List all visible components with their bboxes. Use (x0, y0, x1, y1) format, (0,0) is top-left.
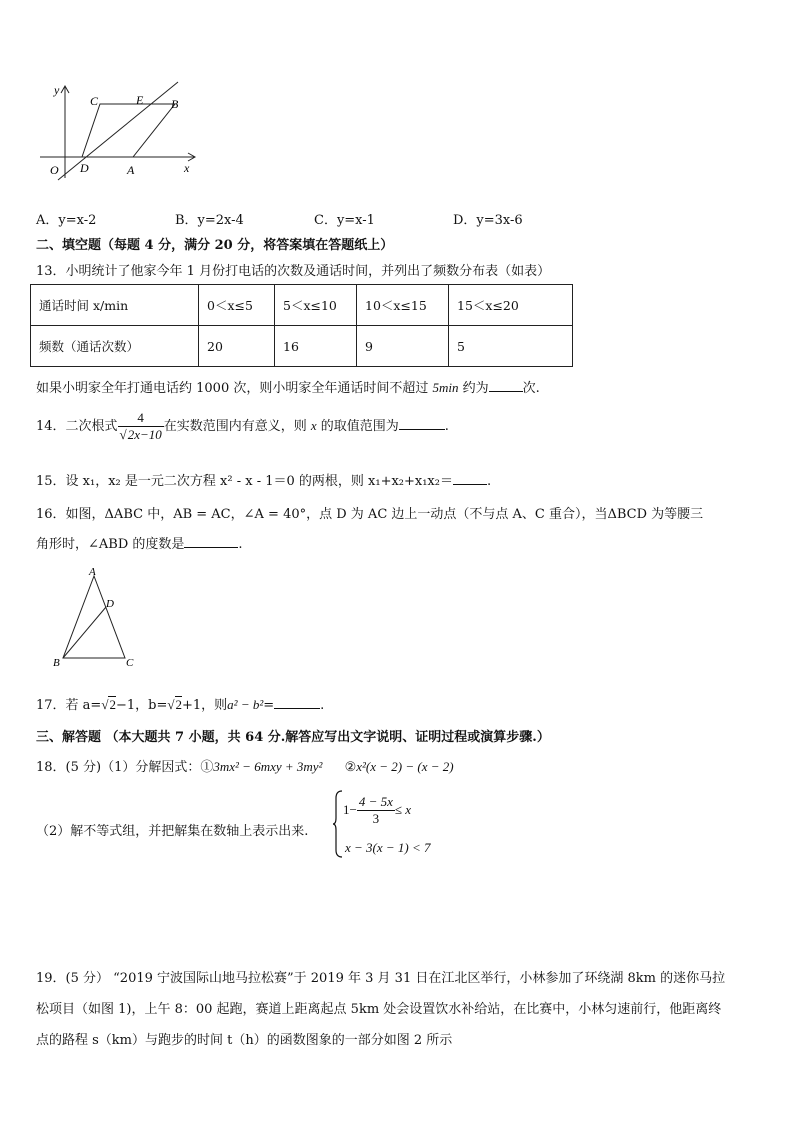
q14-pre: 14．二次根式 (36, 419, 118, 434)
section2-heading: 二、填空题（每题 4 分，满分 20 分，将答案填在答题纸上） (36, 238, 394, 253)
label-D: D (106, 598, 114, 610)
label-A: A (89, 566, 96, 578)
table-row (31, 285, 573, 326)
q12-option-d: D．y=3x-6 (453, 213, 523, 228)
table-cell: 通话时间 x/min (31, 285, 199, 326)
q13-question-pre: 如果小明家全年打通电话约 1000 次，则小明家全年通话时间不超过 (36, 381, 433, 396)
table-row (31, 326, 573, 367)
table-cell: 16 (275, 326, 357, 367)
label-D: D (80, 161, 89, 175)
q18-line1 (36, 756, 454, 775)
table-cell: 5 (449, 326, 573, 367)
q13-question-post: 约为 (458, 381, 489, 396)
ineq1-numerator: 4 − 5x (358, 794, 393, 809)
frequency-table (30, 284, 573, 367)
q14-denominator: √2x−10 (119, 427, 162, 442)
q17-pre: 17．若 a= (36, 698, 102, 713)
q18-expr2: x²(x − 2) − (x − 2) (356, 759, 454, 774)
label-O: O (50, 163, 59, 177)
table-cell: 10＜x≤15 (357, 285, 449, 326)
q14-var: x (310, 418, 317, 433)
q19-line2: 松项目（如图 1)，上午 8：00 起跑，赛道上距离起点 5km 处会设置饮水补给站，在比赛中，小林匀速前行，他距离终 (36, 1002, 722, 1017)
table-cell: 15＜x≤20 (449, 285, 573, 326)
q15 (36, 470, 491, 489)
q19-line1: 19．(5 分） “2019 宁波国际山地马拉松赛”于 2019 年 3 月 31 日在江北区举行，小林参加了环绕湖 8km 的迷你马拉 (36, 971, 726, 986)
q17-b-tail: +1，则 (182, 698, 228, 713)
q17-a-tail: −1，b= (115, 698, 168, 713)
q17 (36, 694, 324, 713)
q13-question-end: 次. (522, 381, 540, 396)
q16-answer-blank[interactable] (184, 535, 238, 548)
label-A: A (127, 163, 135, 177)
table-cell: 频数（通话次数） (31, 326, 199, 367)
table-cell: 9 (357, 326, 449, 367)
q18-expr2-mark: ② (344, 760, 357, 775)
q16-line2 (36, 533, 243, 552)
figure-coordinate-parallelogram (30, 78, 205, 184)
ineq1-fraction (357, 794, 395, 827)
segment-bd (63, 607, 106, 658)
q19-line3: 点的路程 s（km）与跑步的时间 t（h）的函数图象的一部分如图 2 所示 (36, 1033, 453, 1048)
q14-mid: 在实数范围内有意义，则 (163, 419, 311, 434)
q13-question (36, 377, 540, 396)
ineq1-pre: 1− (343, 802, 357, 817)
q15-answer-blank[interactable] (453, 472, 487, 485)
q12-option-a: A．y=x-2 (36, 213, 97, 228)
q18-expr1: 3mx² − 6mxy + 3my² (213, 759, 323, 774)
label-B: B (171, 97, 179, 111)
ineq1-denominator: 3 (357, 810, 395, 827)
q14-fraction (118, 410, 164, 443)
q14 (36, 410, 449, 443)
label-E: E (136, 93, 144, 107)
label-y: y (54, 83, 60, 97)
q13-intro: 13．小明统计了他家今年 1 月份打电话的次数及通话时间，并列出了频数分布表（如表） (36, 264, 551, 279)
q14-end: . (444, 419, 449, 434)
q18-line2: （2）解不等式组，并把解集在数轴上表示出来. (36, 824, 309, 839)
q13-answer-blank[interactable] (489, 379, 523, 392)
q15-end: . (486, 474, 492, 489)
q17-end: . (320, 698, 325, 713)
q17-expr: a² − b² (227, 697, 264, 712)
line-through-DE (58, 82, 178, 180)
triangle-abc (63, 576, 125, 658)
q17-post: = (263, 698, 275, 713)
q18-line1-pre: 18．(5 分)（1）分解因式：① (36, 760, 214, 775)
q17-answer-blank[interactable] (274, 696, 320, 709)
q17-sqrt-a: √2 (101, 697, 116, 712)
inequality-2: x − 3(x − 1) < 7 (345, 840, 431, 855)
table-cell: 0＜x≤5 (199, 285, 275, 326)
q17-radicand-a: 2 (109, 697, 116, 712)
q14-numerator: 4 (137, 410, 144, 425)
q14-post: 的取值范围为 (316, 419, 399, 434)
q17-sqrt-b: √2 (167, 697, 182, 712)
q14-answer-blank[interactable] (399, 417, 445, 430)
q12-option-b: B．y=2x-4 (175, 213, 244, 228)
label-x: x (184, 161, 190, 175)
q16-line2-text: 角形时，∠ABD 的度数是 (36, 537, 185, 552)
q16-end: . (238, 537, 243, 552)
table-cell: 5＜x≤10 (275, 285, 357, 326)
label-C: C (126, 657, 134, 669)
section3-heading: 三、解答题 （本大题共 7 小题，共 64 分.解答应写出文字说明、证明过程或演算步骤.） (36, 730, 550, 745)
inequality-1 (343, 794, 411, 827)
q12-option-c: C．y=x-1 (314, 213, 375, 228)
q16-line1: 16．如图，ΔABC 中，AB = AC，∠A = 40°，点 D 为 AC 边上一动点（不与点 A、C 重合），当ΔBCD 为等腰三 (36, 507, 704, 522)
figure-triangle-abc (50, 566, 146, 670)
table-cell: 20 (199, 326, 275, 367)
q14-radicand: 2x−10 (127, 427, 162, 442)
q13-unit: 5min (432, 380, 459, 395)
label-B: B (53, 657, 60, 669)
q17-radicand-b: 2 (175, 697, 182, 712)
ineq1-post: ≤ x (394, 802, 412, 817)
label-C: C (90, 94, 99, 108)
q15-text: 15．设 x₁，x₂ 是一元二次方程 x² - x - 1＝0 的两根，则 x₁+x₂+x₁x₂＝ (36, 474, 453, 489)
